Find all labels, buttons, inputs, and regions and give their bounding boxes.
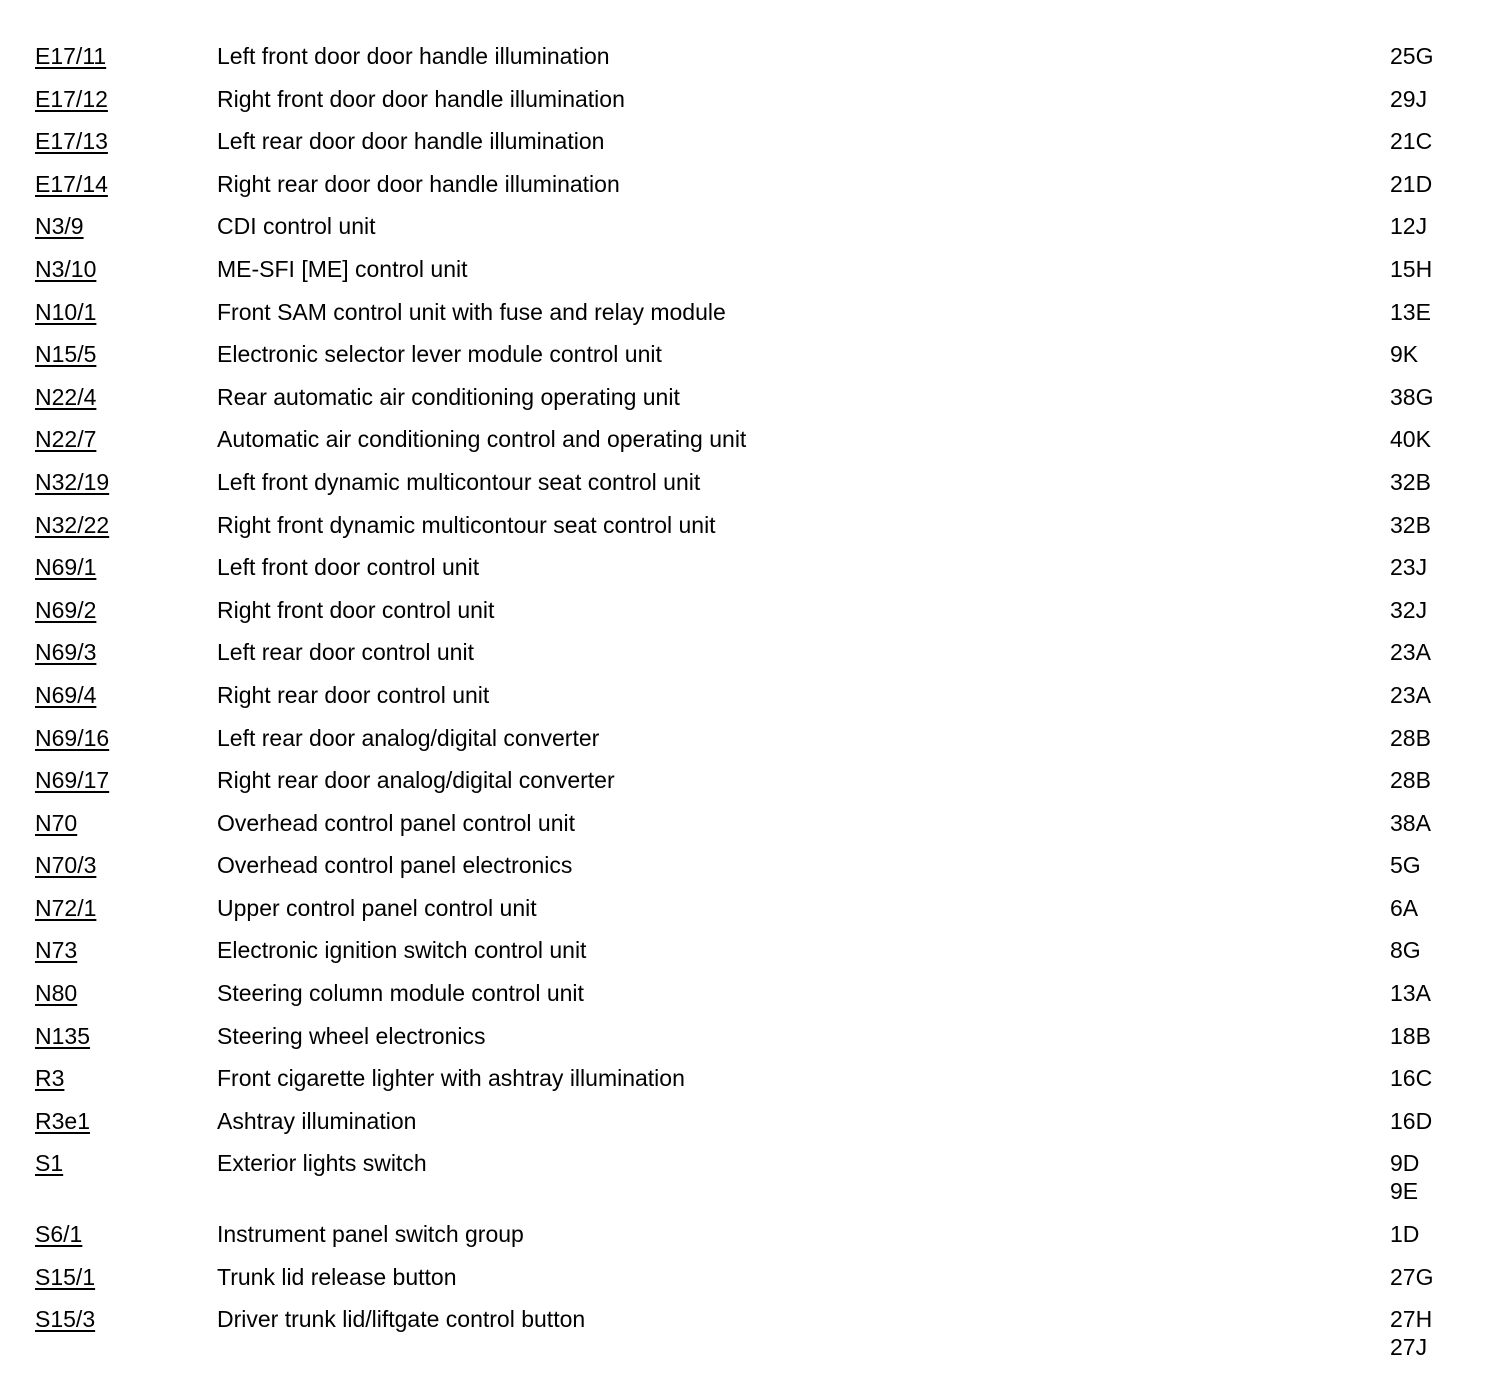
component-code-link[interactable]: N32/19 — [35, 468, 110, 495]
grid-reference-list — [1390, 1220, 1419, 1248]
component-code-link[interactable]: R3e1 — [35, 1107, 90, 1134]
component-code-link[interactable]: N69/3 — [35, 639, 97, 666]
table-row — [0, 298, 1504, 341]
grid-reference-list — [1390, 894, 1418, 922]
grid-reference-list — [1390, 681, 1431, 709]
component-code-link[interactable]: R3 — [35, 1065, 65, 1092]
grid-reference: 32B — [1390, 511, 1431, 538]
component-description: Left front dynamic multicontour seat control unit — [217, 468, 701, 495]
grid-reference-list — [1390, 936, 1421, 964]
grid-reference-list — [1390, 596, 1427, 624]
component-description: Ashtray illumination — [217, 1107, 417, 1134]
grid-reference: 28B — [1390, 724, 1431, 751]
table-row — [0, 596, 1504, 639]
table-row — [0, 1022, 1504, 1065]
component-code-link[interactable]: S15/3 — [35, 1306, 96, 1333]
component-code-link[interactable]: N70/3 — [35, 852, 97, 879]
grid-reference-list — [1390, 340, 1418, 368]
table-row — [0, 85, 1504, 128]
component-description: Right front door door handle illumination — [217, 85, 625, 112]
grid-reference-list — [1390, 468, 1431, 496]
grid-reference: 40K — [1390, 426, 1431, 453]
component-description: Automatic air conditioning control and operating unit — [217, 426, 747, 453]
component-code-link[interactable]: N73 — [35, 937, 78, 964]
table-row — [0, 766, 1504, 809]
table-row — [0, 851, 1504, 894]
component-description: Upper control panel control unit — [217, 894, 537, 921]
grid-reference-list — [1390, 1305, 1432, 1361]
grid-reference-list — [1390, 383, 1433, 411]
grid-reference: 27J — [1390, 1334, 1428, 1361]
component-code-link[interactable]: N135 — [35, 1022, 90, 1049]
table-row — [0, 212, 1504, 255]
grid-reference-list — [1390, 851, 1421, 879]
component-code-link[interactable]: E17/14 — [35, 170, 108, 197]
grid-reference: 9D — [1390, 1150, 1420, 1177]
table-row — [0, 170, 1504, 213]
grid-reference: 9K — [1390, 341, 1419, 368]
grid-reference: 23J — [1390, 554, 1428, 581]
grid-reference: 32B — [1390, 468, 1431, 495]
component-description: Left rear door control unit — [217, 639, 474, 666]
component-description: Front SAM control unit with fuse and relay module — [217, 298, 726, 325]
table-row — [0, 894, 1504, 937]
component-description: Electronic ignition switch control unit — [217, 937, 587, 964]
grid-reference: 1D — [1390, 1221, 1420, 1248]
grid-reference: 9E — [1390, 1178, 1419, 1205]
component-description: Overhead control panel control unit — [217, 809, 575, 836]
component-code-link[interactable]: N10/1 — [35, 298, 97, 325]
grid-reference: 13E — [1390, 298, 1431, 325]
grid-reference-list — [1390, 170, 1432, 198]
component-description: Right front door control unit — [217, 596, 495, 623]
component-description: Steering wheel electronics — [217, 1022, 486, 1049]
grid-reference: 21C — [1390, 128, 1433, 155]
table-row — [0, 936, 1504, 979]
component-description: Instrument panel switch group — [217, 1221, 524, 1248]
component-description: Steering column module control unit — [217, 980, 584, 1007]
component-description: Left front door door handle illumination — [217, 43, 610, 69]
grid-reference: 16C — [1390, 1065, 1433, 1092]
grid-reference: 8G — [1390, 937, 1421, 964]
grid-reference: 5G — [1390, 852, 1421, 879]
table-row — [0, 42, 1504, 85]
table-row — [0, 724, 1504, 767]
grid-reference-list — [1390, 1263, 1433, 1291]
component-description: Right rear door door handle illumination — [217, 170, 620, 197]
grid-reference-list — [1390, 553, 1427, 581]
grid-reference-list — [1390, 724, 1431, 752]
grid-reference: 29J — [1390, 85, 1428, 112]
table-row — [0, 1149, 1504, 1220]
component-code-link[interactable]: N72/1 — [35, 894, 97, 921]
grid-reference-list — [1390, 511, 1431, 539]
component-code-link[interactable]: S6/1 — [35, 1221, 83, 1248]
grid-reference: 38A — [1390, 809, 1431, 836]
component-code-link[interactable]: N22/7 — [35, 426, 97, 453]
grid-reference: 18B — [1390, 1022, 1431, 1049]
grid-reference-list — [1390, 127, 1432, 155]
grid-reference-list — [1390, 255, 1432, 283]
component-code-link[interactable]: N69/17 — [35, 767, 110, 794]
table-row — [0, 255, 1504, 298]
table-row — [0, 127, 1504, 170]
component-code-link[interactable]: E17/11 — [35, 43, 107, 69]
component-description: Overhead control panel electronics — [217, 852, 573, 879]
grid-reference: 15H — [1390, 255, 1433, 282]
component-code-link[interactable]: E17/12 — [35, 85, 108, 112]
table-row — [0, 1305, 1504, 1376]
component-code-link[interactable]: S1 — [35, 1150, 64, 1177]
table-row — [0, 383, 1504, 426]
grid-reference-list — [1390, 809, 1431, 837]
table-row — [0, 1107, 1504, 1150]
component-description: Electronic selector lever module control unit — [217, 341, 662, 368]
component-code-link[interactable]: N3/9 — [35, 213, 84, 240]
component-description: Left rear door door handle illumination — [217, 128, 605, 155]
component-description: Left rear door analog/digital converter — [217, 724, 600, 751]
grid-reference-list — [1390, 979, 1431, 1007]
grid-reference-list — [1390, 212, 1427, 240]
grid-reference-list — [1390, 1107, 1432, 1135]
grid-reference: 27G — [1390, 1263, 1434, 1290]
table-row — [0, 979, 1504, 1022]
grid-reference: 12J — [1390, 213, 1428, 240]
grid-reference: 28B — [1390, 767, 1431, 794]
component-code-link[interactable]: N32/22 — [35, 511, 110, 538]
grid-reference: 27H — [1390, 1306, 1433, 1333]
table-row — [0, 468, 1504, 511]
component-description: Right front dynamic multicontour seat control unit — [217, 511, 716, 538]
component-code-link[interactable]: N15/5 — [35, 341, 97, 368]
component-description: Right rear door analog/digital converter — [217, 767, 615, 794]
grid-reference: 32J — [1390, 596, 1428, 623]
grid-reference: 16D — [1390, 1107, 1433, 1134]
component-code-link[interactable]: E17/13 — [35, 128, 108, 155]
grid-reference-list — [1390, 298, 1431, 326]
component-description: ME-SFI [ME] control unit — [217, 255, 468, 282]
component-description: Driver trunk lid/liftgate control button — [217, 1306, 586, 1333]
table-row — [0, 681, 1504, 724]
component-description: Rear automatic air conditioning operating unit — [217, 383, 680, 410]
table-row — [0, 1263, 1504, 1306]
table-row — [0, 340, 1504, 383]
grid-reference: 21D — [1390, 170, 1433, 197]
table-row — [0, 1220, 1504, 1263]
component-description: Trunk lid release button — [217, 1263, 457, 1290]
grid-reference-list — [1390, 1064, 1432, 1092]
component-description: Exterior lights switch — [217, 1150, 427, 1177]
component-description: Right rear door control unit — [217, 681, 490, 708]
grid-reference-list — [1390, 1022, 1431, 1050]
component-description: CDI control unit — [217, 213, 376, 240]
component-code-link[interactable]: N22/4 — [35, 383, 97, 410]
table-row — [0, 638, 1504, 681]
component-code-link[interactable]: N80 — [35, 980, 78, 1007]
grid-reference: 13A — [1390, 980, 1431, 1007]
grid-reference: 23A — [1390, 639, 1431, 666]
grid-reference-list — [1390, 425, 1431, 453]
component-description: Left front door control unit — [217, 554, 480, 581]
component-code-link[interactable]: S15/1 — [35, 1263, 96, 1290]
grid-reference-list — [1390, 638, 1431, 666]
grid-reference-list — [1390, 42, 1433, 70]
table-row — [0, 511, 1504, 554]
component-code-link[interactable]: N69/1 — [35, 554, 97, 581]
grid-reference: 6A — [1390, 894, 1419, 921]
component-code-link[interactable]: N69/2 — [35, 596, 97, 623]
table-row — [0, 425, 1504, 468]
component-code-link[interactable]: N3/10 — [35, 255, 97, 282]
grid-reference: 25G — [1390, 43, 1434, 69]
component-code-link[interactable]: N69/4 — [35, 681, 97, 708]
grid-reference-list — [1390, 766, 1431, 794]
component-code-link[interactable]: N70 — [35, 809, 78, 836]
grid-reference: 38G — [1390, 383, 1434, 410]
grid-reference-list — [1390, 1149, 1419, 1205]
table-row — [0, 553, 1504, 596]
component-legend-table — [0, 42, 1504, 1376]
component-description: Front cigarette lighter with ashtray illumination — [217, 1065, 685, 1092]
table-row — [0, 809, 1504, 852]
component-code-link[interactable]: N69/16 — [35, 724, 110, 751]
grid-reference-list — [1390, 85, 1427, 113]
table-row — [0, 1064, 1504, 1107]
grid-reference: 23A — [1390, 681, 1431, 708]
